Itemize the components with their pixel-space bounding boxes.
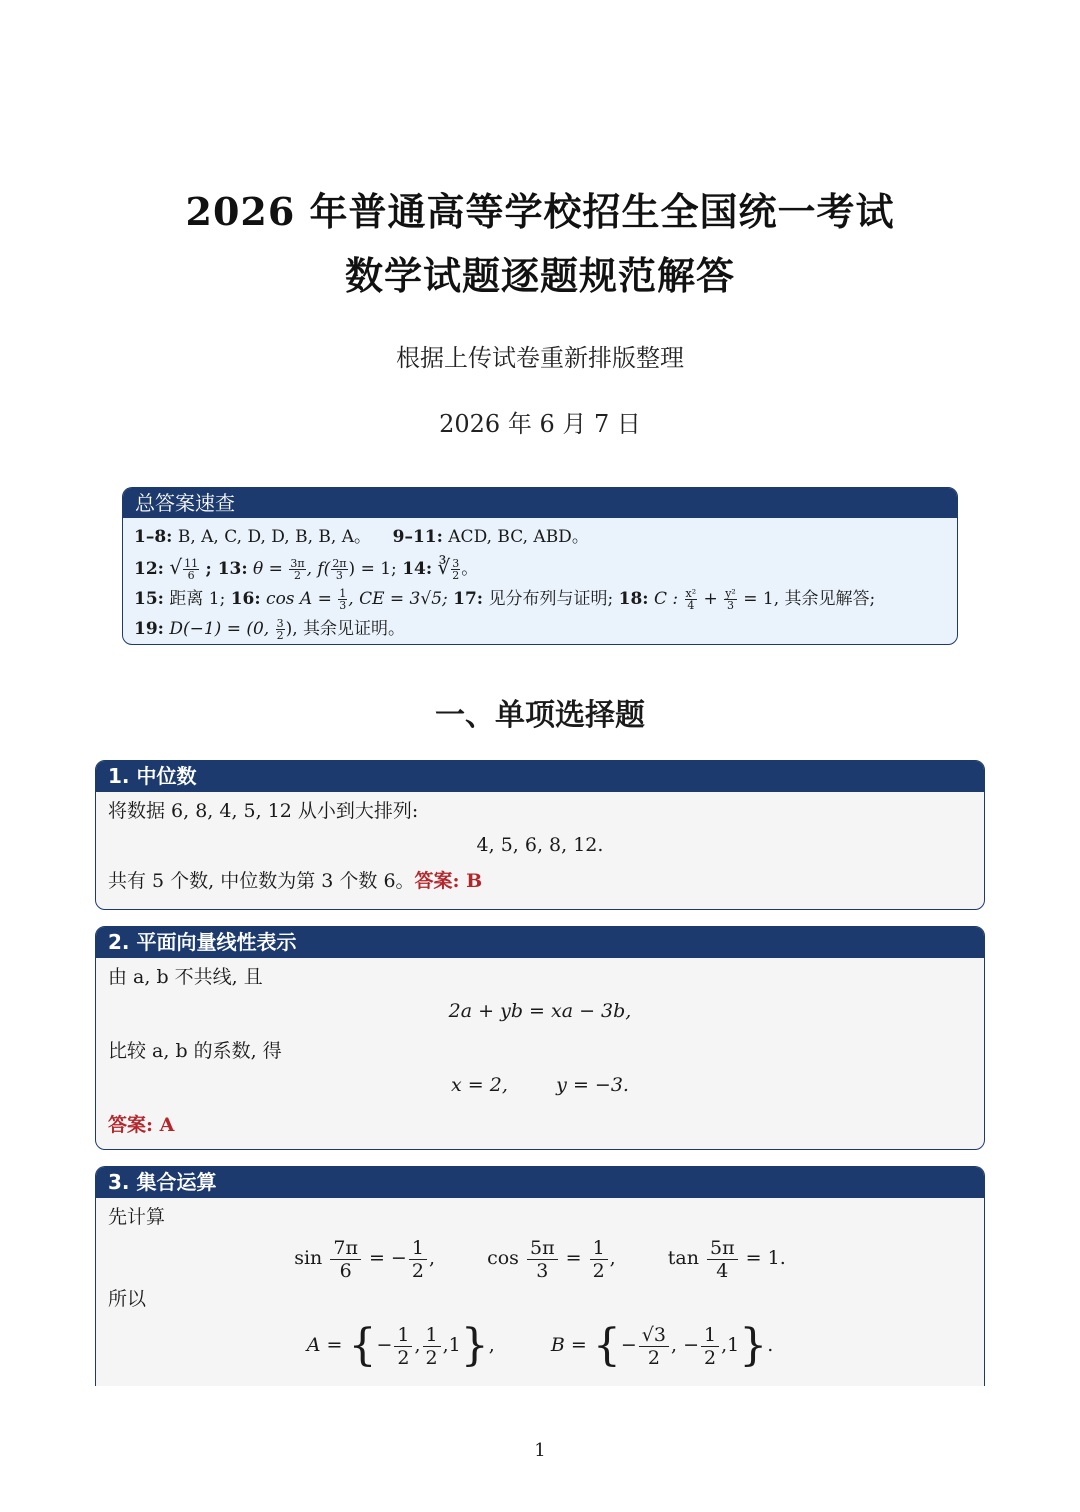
fraction-num: 1: [394, 1324, 412, 1347]
summary-value: 距离 1;: [169, 589, 226, 609]
answer-summary-heading: 总答案速查: [123, 488, 957, 518]
fraction-num: 1: [339, 587, 347, 600]
equation-part: ,: [414, 1334, 421, 1356]
summary-value: 见分布列与证明;: [488, 589, 614, 609]
fraction: [527, 1237, 558, 1282]
summary-line-1: [134, 522, 947, 552]
equation-part: ,: [721, 1334, 728, 1356]
left-brace: {: [592, 1320, 621, 1371]
fraction-num: 1: [409, 1237, 427, 1260]
fraction-num: 1: [423, 1324, 441, 1347]
section-title: 一、单项选择题: [435, 698, 645, 733]
solution-text: 所以: [108, 1288, 147, 1310]
question-body: [96, 1198, 984, 1377]
fraction-num: 1: [701, 1324, 719, 1347]
summary-key: 12:: [134, 559, 164, 579]
equation-part: ,: [428, 1247, 435, 1269]
equation-part: , −: [670, 1334, 699, 1356]
equation-part: ,: [609, 1247, 616, 1269]
equation-part: .: [767, 1334, 774, 1356]
summary-value: θ =: [253, 559, 289, 579]
question-body: [96, 958, 984, 1140]
summary-line-2: [134, 552, 947, 584]
trig-values-equation: [108, 1232, 972, 1284]
fraction: [331, 558, 347, 581]
equation-part: = 1.: [739, 1247, 786, 1269]
summary-line-3: [134, 584, 947, 614]
fraction: [701, 1324, 719, 1369]
fraction-den: 4: [716, 1259, 729, 1282]
solution-equation: 4, 5, 6, 8, 12.: [476, 834, 604, 856]
summary-value: , f(: [306, 559, 331, 579]
solution-text: 将数据 6, 8, 4, 5, 12 从小到大排列:: [108, 800, 419, 822]
fraction-num: 3π: [290, 557, 305, 570]
solution-equation: 2a + yb = xa − 3b,: [448, 1000, 632, 1022]
sqrt-sign: √: [169, 555, 183, 579]
question-heading: 2. 平面向量线性表示: [96, 927, 984, 958]
fraction-num: 1: [590, 1237, 608, 1260]
fraction: [394, 1324, 412, 1369]
question-body: [96, 792, 984, 896]
fraction-num: 3: [452, 557, 460, 570]
fraction-num: √3: [639, 1324, 669, 1347]
summary-key: 16:: [230, 589, 261, 609]
fraction-den: 3: [536, 1259, 549, 1282]
fraction: [724, 588, 737, 611]
fraction-num: 3: [276, 617, 284, 630]
summary-key: 17:: [453, 589, 484, 609]
title-line-1: 2026 年普通高等学校招生全国统一考试: [185, 189, 895, 234]
summary-line-4: [134, 614, 947, 644]
summary-key: 18:: [618, 589, 649, 609]
equation-part: −: [376, 1334, 393, 1356]
fraction-num: 7π: [330, 1237, 361, 1260]
summary-value: cos A =: [266, 589, 338, 609]
summary-value: 。: [461, 559, 479, 579]
fraction-den: 2: [703, 1346, 717, 1369]
summary-value: ACD, BC, ABD。: [448, 527, 589, 547]
summary-key: 9–11:: [392, 527, 443, 547]
solution-conclusion: [108, 866, 972, 896]
fraction-den: 3: [335, 569, 343, 582]
fraction-den: 3: [727, 599, 735, 612]
fraction-den: 2: [452, 569, 460, 582]
fraction-num: x²: [685, 587, 697, 600]
equation-part: ,: [488, 1334, 495, 1356]
fraction-num: 5π: [707, 1237, 738, 1260]
summary-value: , CE = 3√5;: [348, 589, 448, 609]
fraction-den: 2: [276, 629, 284, 642]
fraction-num: 2π: [332, 557, 347, 570]
fraction-den: 2: [411, 1259, 424, 1282]
summary-key: 19:: [134, 619, 164, 639]
equation-part: 1: [448, 1334, 461, 1356]
left-brace: {: [348, 1320, 377, 1371]
fraction-num: 5π: [527, 1237, 558, 1260]
fraction: [423, 1324, 441, 1369]
fraction: [409, 1237, 427, 1282]
equation-part: =: [559, 1247, 588, 1269]
fraction-den: 4: [687, 599, 695, 612]
equation-part: ,: [442, 1334, 449, 1356]
fraction-den: 6: [339, 1259, 352, 1282]
fraction: [338, 588, 347, 611]
equation-part: = −: [362, 1247, 407, 1269]
solution-text: 由 a, b 不共线, 且: [108, 966, 263, 988]
fraction-num: y²: [725, 587, 736, 600]
summary-value: ), 其余见证明。: [285, 619, 406, 639]
right-brace: }: [739, 1320, 768, 1371]
fraction: [707, 1237, 738, 1282]
fraction-den: 2: [592, 1259, 605, 1282]
answer-label: 答案: B: [414, 870, 483, 892]
solution-equation: x = 2, y = −3.: [451, 1074, 629, 1096]
solution-text: 先计算: [108, 1206, 166, 1228]
cos-label: cos: [487, 1247, 519, 1269]
fraction-den: 6: [187, 569, 195, 582]
fraction-den: 2: [293, 569, 301, 582]
summary-value: +: [698, 589, 724, 609]
set-definition-equation: [108, 1314, 972, 1377]
document-date: 2026 年 6 月 7 日: [439, 410, 641, 438]
cbrt-sign: ∛: [437, 555, 451, 579]
fraction-den: 3: [339, 599, 347, 612]
answer-summary-body: [123, 518, 957, 644]
solution-text: 共有 5 个数, 中位数为第 3 个数 6。: [108, 870, 415, 892]
fraction: [289, 558, 305, 581]
document-title: [0, 180, 1080, 308]
fraction: [330, 1237, 361, 1282]
fraction: [685, 588, 698, 611]
fraction: [276, 618, 285, 641]
summary-key: 1–8:: [134, 527, 173, 547]
document-subtitle: 根据上传试卷重新排版整理: [396, 344, 684, 372]
solution-text: 比较 a, b 的系数, 得: [108, 1040, 282, 1062]
summary-key: 15:: [134, 589, 164, 609]
summary-value: C :: [653, 589, 684, 609]
page-number: 1: [534, 1440, 546, 1461]
question-heading: 1. 中位数: [96, 761, 984, 792]
sin-label: sin: [294, 1247, 323, 1269]
fraction: [639, 1324, 669, 1369]
fraction: [451, 558, 460, 581]
tan-label: tan: [667, 1247, 699, 1269]
summary-value: = 1, 其余见解答;: [737, 589, 876, 609]
fraction: [183, 558, 199, 581]
summary-value: D(−1) = (0,: [169, 619, 275, 639]
summary-value: B, A, C, D, D, B, B, A。: [177, 527, 371, 547]
right-brace: }: [460, 1320, 489, 1371]
summary-value: ) = 1;: [348, 559, 397, 579]
set-b-label: B =: [550, 1334, 593, 1356]
title-line-2: 数学试题逐题规范解答: [344, 253, 735, 298]
answer-summary-box: [122, 487, 958, 645]
set-a-label: A =: [306, 1334, 349, 1356]
question-box-3: [95, 1166, 985, 1386]
question-box-1: [95, 760, 985, 910]
fraction-num: 11: [184, 557, 199, 570]
answer-label: 答案: A: [108, 1114, 175, 1136]
equation-part: 1: [727, 1334, 740, 1356]
fraction-den: 2: [647, 1346, 660, 1369]
summary-key: ; 13:: [205, 559, 248, 579]
question-heading: 3. 集合运算: [96, 1167, 984, 1198]
fraction-den: 2: [425, 1346, 438, 1369]
summary-key: 14:: [402, 559, 433, 579]
fraction-den: 2: [397, 1346, 410, 1369]
question-box-2: [95, 926, 985, 1150]
fraction: [590, 1237, 608, 1282]
equation-part: −: [620, 1334, 637, 1356]
